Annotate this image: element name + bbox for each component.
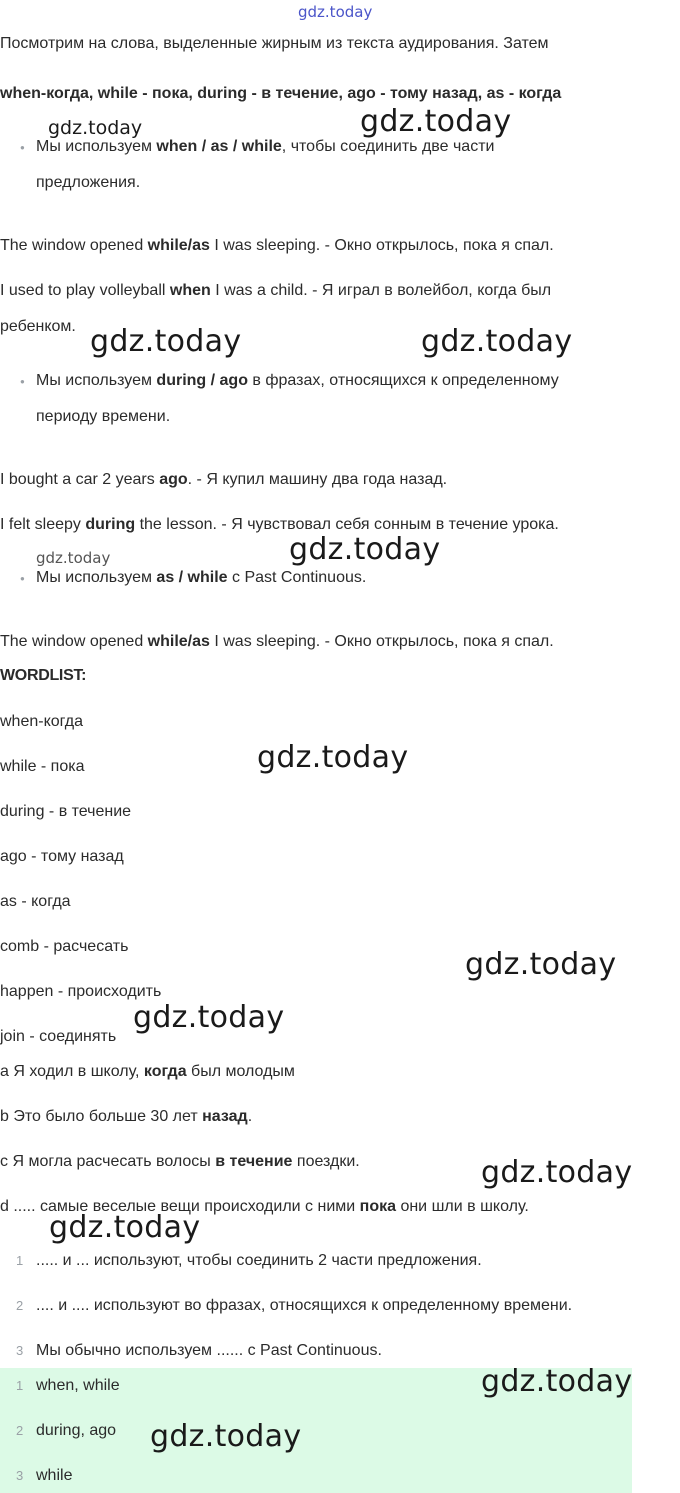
- example-sentence-cont: ребенком.: [0, 318, 76, 335]
- wordlist-item: ago - тому назад: [0, 848, 124, 865]
- wordlist-item: while - пока: [0, 758, 85, 775]
- wordlist-title: WORDLIST:: [0, 667, 87, 684]
- watermark: gdz.today: [360, 104, 512, 139]
- answer-number: 1: [16, 1378, 24, 1393]
- rule-as-while: Мы используем as / while с Past Continuous.: [36, 569, 367, 586]
- rule-when-as-while-cont: предложения.: [36, 174, 141, 191]
- example-sentence: I bought a car 2 years ago. - Я купил машину два года назад.: [0, 471, 448, 488]
- watermark: gdz.today: [481, 1155, 633, 1190]
- bullet-icon: ●: [20, 574, 25, 583]
- watermark: gdz.today: [49, 1210, 201, 1245]
- keywords-line: when-когда, while - пока, during - в течение, ago - тому назад, as - когда: [0, 85, 562, 102]
- example-sentence: The window opened while/as I was sleeping. - Окно открылось, пока я спал.: [0, 633, 554, 650]
- sentence-d: d ..... самые веселые вещи происходили с ними пока они шли в школу.: [0, 1198, 529, 1215]
- bullet-icon: ●: [20, 143, 25, 152]
- example-sentence: I used to play volleyball when I was a child. - Я играл в волейбол, когда был: [0, 282, 552, 299]
- question-text: .... и .... используют во фразах, относящихся к определенному времени.: [36, 1297, 573, 1314]
- wordlist-item: join - соединять: [0, 1028, 117, 1045]
- watermark: gdz.today: [90, 324, 242, 359]
- question-text: ..... и ... используют, чтобы соединить 2 части предложения.: [36, 1252, 482, 1269]
- sentence-a: a Я ходил в школу, когда был молодым: [0, 1063, 295, 1080]
- bullet-icon: ●: [20, 377, 25, 386]
- rule-during-ago: Мы используем during / ago в фразах, относящихся к определенному: [36, 372, 559, 389]
- question-number: 2: [16, 1298, 24, 1313]
- watermark: gdz.today: [150, 1419, 302, 1454]
- answer-text: when, while: [36, 1377, 120, 1394]
- answer-number: 3: [16, 1468, 24, 1483]
- wordlist-item: when-когда: [0, 713, 84, 730]
- intro-text: Посмотрим на слова, выделенные жирным из текста аудирования. Затем: [0, 35, 549, 52]
- wordlist-item: during - в течение: [0, 803, 132, 820]
- watermark: gdz.today: [421, 324, 573, 359]
- question-text: Мы обычно используем ...... с Past Continuous.: [36, 1342, 382, 1359]
- answer-number: 2: [16, 1423, 24, 1438]
- watermark: gdz.today: [36, 549, 111, 567]
- watermark: gdz.today: [133, 1000, 285, 1035]
- question-number: 1: [16, 1253, 24, 1268]
- example-sentence: I felt sleepy during the lesson. - Я чувствовал себя сонным в течение урока.: [0, 516, 559, 533]
- watermark: gdz.today: [257, 740, 409, 775]
- wordlist-item: happen - происходить: [0, 983, 162, 1000]
- rule-during-ago-cont: периоду времени.: [36, 408, 171, 425]
- answer-text: during, ago: [36, 1422, 117, 1439]
- watermark: gdz.today: [289, 532, 441, 567]
- sentence-c: c Я могла расчесать волосы в течение поездки.: [0, 1153, 360, 1170]
- sentence-b: b Это было больше 30 лет назад.: [0, 1108, 253, 1125]
- rule-when-as-while: Мы используем when / as / while, чтобы соединить две части: [36, 138, 495, 155]
- watermark: gdz.today: [48, 117, 143, 139]
- example-sentence: The window opened while/as I was sleeping. - Окно открылось, пока я спал.: [0, 237, 554, 254]
- watermark: gdz.today: [481, 1364, 633, 1399]
- watermark: gdz.today: [465, 947, 617, 982]
- watermark-top: gdz.today: [298, 3, 373, 21]
- wordlist-item: as - когда: [0, 893, 71, 910]
- answer-text: while: [36, 1467, 73, 1484]
- question-number: 3: [16, 1343, 24, 1358]
- wordlist-item: comb - расчесать: [0, 938, 129, 955]
